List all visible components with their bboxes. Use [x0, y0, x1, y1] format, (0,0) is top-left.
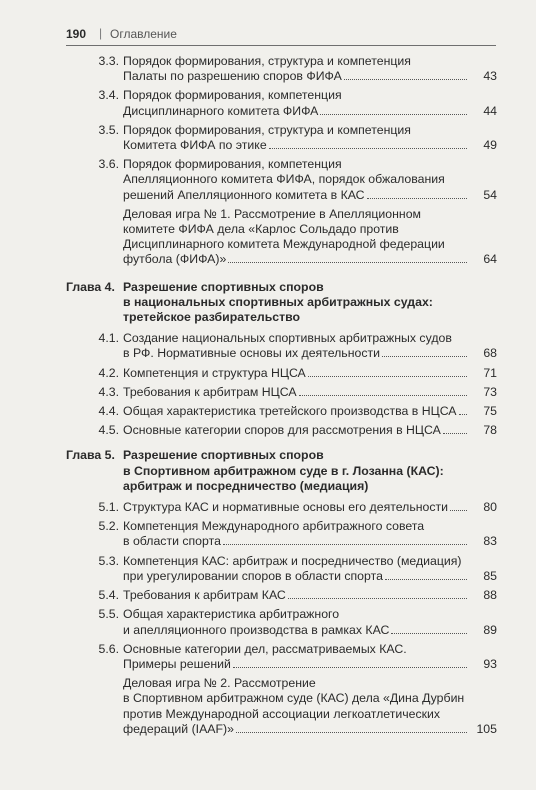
toc-entry-text-line: Деловая игра № 1. Рассмотрение в Апелляционном [123, 206, 422, 221]
toc-entry-game[interactable] [66, 676, 497, 737]
toc-entry-text-line: Апелляционного комитета ФИФА, порядок обжалования [123, 172, 445, 187]
toc-page-number: 68 [483, 346, 497, 361]
table-of-contents [66, 54, 497, 741]
toc-entry-number: 5.3. [98, 553, 119, 568]
toc-page-number: 44 [483, 103, 497, 118]
toc-page-number: 93 [483, 656, 497, 671]
dot-leader [233, 657, 467, 668]
toc-entry-number: 5.5. [98, 607, 119, 622]
dot-leader [299, 385, 467, 396]
dot-leader [288, 588, 467, 599]
toc-entry[interactable] [66, 588, 497, 603]
toc-entry-text-line: Основные категории дел, рассматриваемых КАС. [123, 641, 407, 656]
toc-entry-text-line: Требования к арбитрам НЦСА [123, 384, 297, 399]
toc-entry-game[interactable] [66, 207, 497, 268]
toc-entry-text-line: Общая характеристика арбитражного [123, 607, 340, 622]
toc-page-number: 89 [483, 622, 497, 637]
toc-page-number: 75 [483, 404, 497, 419]
dot-leader [236, 722, 467, 733]
chapter-heading[interactable] [66, 448, 497, 494]
toc-entry-number: 4.5. [98, 423, 119, 438]
toc-page-number: 73 [483, 384, 497, 399]
dot-leader [228, 252, 467, 263]
toc-entry-text-line: Палаты по разрешению споров ФИФА [123, 69, 342, 84]
toc-page-number: 85 [483, 568, 497, 583]
dot-leader [308, 366, 467, 377]
toc-entry-number: 4.4. [98, 404, 119, 419]
toc-entry-number: 5.2. [98, 519, 119, 534]
toc-entry[interactable] [66, 88, 497, 118]
dot-leader [344, 69, 467, 80]
chapter-title-line: в национальных спортивных арбитражных судах: [123, 294, 433, 309]
toc-entry[interactable] [66, 500, 497, 515]
toc-entry-text-line: Комитета ФИФА по этике [123, 138, 267, 153]
toc-entry-number: 5.6. [98, 641, 119, 656]
toc-page-number: 78 [483, 423, 497, 438]
dot-leader [450, 500, 467, 511]
toc-entry-text-line: и апелляционного производства в рамках КАС [123, 622, 390, 637]
toc-page-number: 54 [483, 187, 497, 202]
dot-leader [391, 623, 467, 634]
toc-entry-text-line: Примеры решений [123, 656, 231, 671]
toc-entry[interactable] [66, 331, 497, 361]
dot-leader [320, 104, 467, 115]
toc-entry-text-line: в области спорта [123, 534, 221, 549]
toc-entry-text-line: федераций (IAAF)» [123, 721, 234, 736]
toc-entry-number: 4.1. [98, 331, 119, 346]
toc-entry-number: 3.3. [98, 54, 119, 68]
toc-page-number: 80 [483, 500, 497, 515]
toc-entry[interactable] [66, 423, 497, 438]
chapter-label: Глава 5. [66, 448, 115, 463]
toc-entry-text-line: комитете ФИФА дела «Карлос Сольдадо против [123, 222, 399, 237]
toc-entry-text-line: Компетенция и структура НЦСА [123, 365, 306, 380]
toc-entry[interactable] [66, 607, 497, 637]
toc-entry[interactable] [66, 642, 497, 672]
chapter-title-line: третейское разбирательство [123, 310, 301, 325]
toc-entry[interactable] [66, 123, 497, 153]
toc-entry-text-line: при урегулировании споров в области спорта [123, 568, 383, 583]
dot-leader [269, 138, 467, 149]
toc-entry-text-line: Порядок формирования, компетенция [123, 88, 342, 103]
chapter-title-line: Разрешение спортивных споров [123, 279, 324, 294]
running-header [66, 27, 496, 46]
toc-entry-text-line: Компетенция Международного арбитражного совета [123, 519, 425, 534]
toc-entry[interactable] [66, 157, 497, 203]
toc-page-number: 83 [483, 534, 497, 549]
chapter-label: Глава 4. [66, 279, 115, 294]
toc-entry-number: 5.4. [98, 588, 119, 603]
toc-entry-number: 3.4. [98, 88, 119, 103]
toc-entry-text-line: Общая характеристика третейского производства в НЦСА [123, 404, 457, 419]
toc-entry[interactable] [66, 366, 497, 381]
page-number: 190 [66, 27, 87, 41]
toc-entry-text-line: Порядок формирования, структура и компетенция [123, 122, 411, 137]
toc-page-number: 105 [476, 721, 497, 736]
toc-entry-text-line: Требования к арбитрам КАС [123, 588, 286, 603]
toc-entry-text-line: Основные категории споров для рассмотрения в НЦСА [123, 423, 441, 438]
dot-leader [385, 569, 467, 580]
chapter-heading[interactable] [66, 280, 497, 326]
toc-entry-text-line: Деловая игра № 2. Рассмотрение [123, 676, 316, 691]
chapter-title-line: арбитраж и посредничество (медиация) [123, 478, 369, 493]
toc-entry-text-line: Дисциплинарного комитета Международной федерации [123, 237, 445, 252]
toc-entry-text-line: Порядок формирования, структура и компетенция [123, 54, 411, 68]
toc-entry-number: 4.2. [98, 365, 119, 380]
toc-entry-text-line: футбола (ФИФА)» [123, 252, 227, 267]
toc-entry[interactable] [66, 519, 497, 549]
toc-page-number: 64 [483, 252, 497, 267]
dot-leader [367, 188, 467, 199]
chapter-title-line: Разрешение спортивных споров [123, 448, 324, 463]
toc-entry-number: 3.5. [98, 122, 119, 137]
dot-leader [459, 404, 467, 415]
dot-leader [382, 346, 467, 357]
toc-entry-number: 5.1. [98, 500, 119, 515]
header-title: Оглавление [110, 27, 177, 41]
toc-entry[interactable] [66, 404, 497, 419]
toc-page-number: 88 [483, 588, 497, 603]
toc-entry-text-line: решений Апелляционного комитета в КАС [123, 187, 365, 202]
toc-entry[interactable] [66, 54, 497, 84]
toc-page-number: 43 [483, 69, 497, 84]
dot-leader [443, 423, 467, 434]
toc-entry[interactable] [66, 554, 497, 584]
dot-leader [223, 534, 467, 545]
chapter-title-line: в Спортивном арбитражном суде в г. Лозанна (КАС): [123, 463, 444, 478]
toc-entry-text-line: в РФ. Нормативные основы их деятельности [123, 346, 380, 361]
toc-entry-text-line: Создание национальных спортивных арбитражных судов [123, 331, 452, 346]
toc-entry-text-line: Компетенция КАС: арбитраж и посредничество (медиация) [123, 553, 462, 568]
toc-entry-number: 4.3. [98, 384, 119, 399]
toc-entry-text-line: Дисциплинарного комитета ФИФА [123, 103, 319, 118]
toc-page-number: 49 [483, 138, 497, 153]
toc-entry-text-line: Структура КАС и нормативные основы его деятельности [123, 500, 449, 515]
toc-entry-text-line: Порядок формирования, компетенция [123, 157, 342, 172]
toc-page-number: 71 [483, 365, 497, 380]
toc-entry-text-line: против Международной ассоциации легкоатлетических [123, 706, 441, 721]
toc-entry-number: 3.6. [98, 157, 119, 172]
header-separator: | [99, 26, 103, 40]
toc-entry[interactable] [66, 385, 497, 400]
toc-entry-text-line: в Спортивном арбитражном суде (КАС) дела «Дина Дурбин [123, 691, 465, 706]
